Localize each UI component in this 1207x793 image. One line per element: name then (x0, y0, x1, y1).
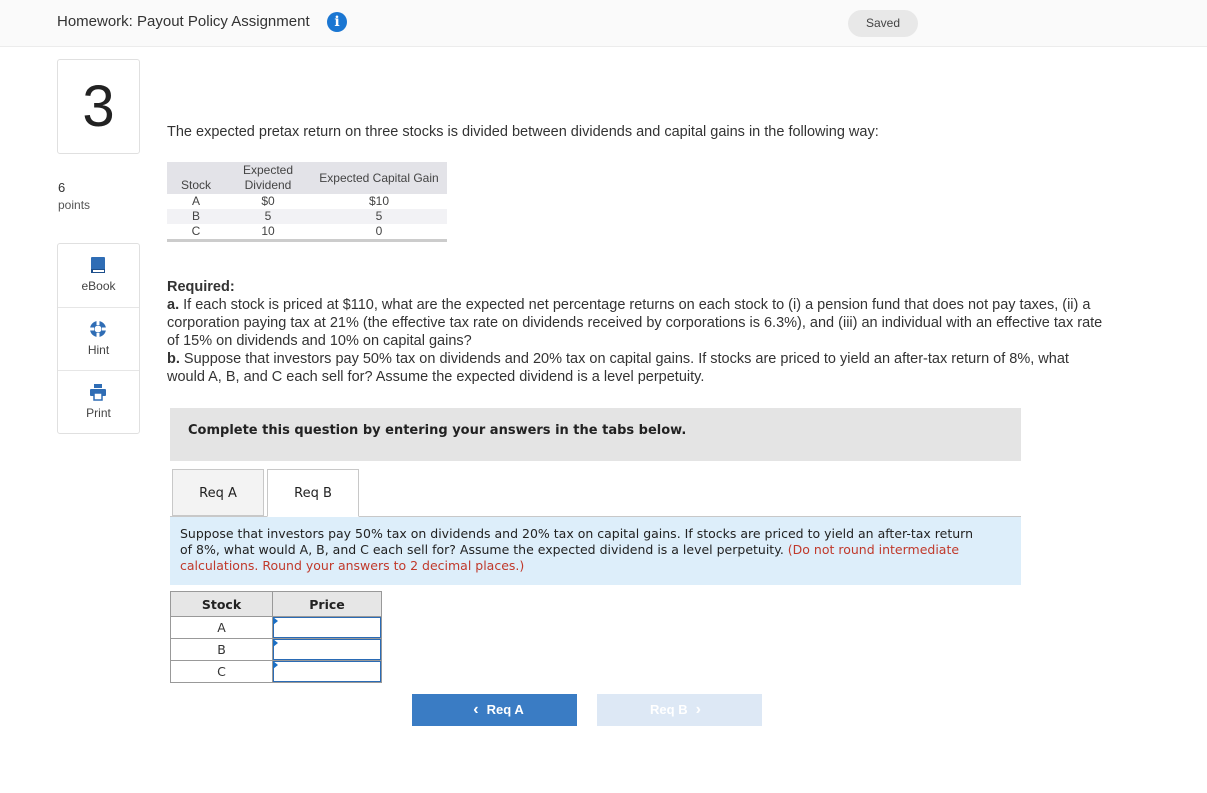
price-cell (273, 639, 382, 661)
cell-capital-gain: $10 (368, 194, 390, 208)
cell-dividend: $0 (261, 194, 275, 208)
col-header-capital-gain: Expected Capital Gain (311, 162, 447, 194)
tools-panel (57, 243, 140, 434)
answer-col-stock: Stock (171, 592, 273, 617)
chevron-left-icon: ‹ (473, 701, 479, 718)
answer-stock-label: C (171, 661, 273, 683)
info-icon[interactable]: i (327, 12, 347, 32)
part-b-label: b. (167, 351, 180, 367)
col-header-stock: Stock (167, 162, 225, 194)
cell-dividend: 10 (261, 224, 275, 238)
price-cell (273, 617, 382, 639)
cell-capital-gain: 5 (311, 209, 447, 224)
table-row (171, 639, 382, 661)
instructions-text: Complete this question by entering your answers in the tabs below. (188, 423, 687, 438)
top-bar (0, 0, 1207, 47)
points-label: points (58, 198, 91, 212)
requirement-prompt (170, 517, 1021, 585)
printer-icon (89, 383, 107, 401)
cell-dividend: 5 (225, 209, 311, 224)
next-req-b-button[interactable] (597, 694, 762, 726)
required-part-a (167, 296, 1107, 350)
hint-label: Hint (87, 343, 110, 357)
cell-capital-gain: 0 (375, 224, 383, 238)
price-input-b[interactable] (273, 639, 381, 660)
print-label: Print (86, 406, 111, 420)
input-marker-icon (273, 661, 278, 669)
input-marker-icon (273, 639, 278, 647)
assignment-title: Homework: Payout Policy Assignment (57, 13, 310, 30)
required-part-b (167, 350, 1107, 386)
price-input-c[interactable] (273, 661, 381, 682)
answer-col-price: Price (273, 592, 382, 617)
part-a-text: If each stock is priced at $110, what are the expected net percentage returns on each stock to (i) a pension fund that does not pay taxes, (ii) a corporation paying tax at 21% (the effective tax rate on dividends received by corporations is 6.3%), and (iii) an individual with an effective tax rate of 15% on dividends and 10% on capital gains? (167, 297, 1103, 349)
ebook-label: eBook (81, 279, 116, 293)
part-b-text: Suppose that investors pay 50% tax on dividends and 20% tax on capital gains. If stocks are priced to yield an after-tax return of 8%, what would A, B, and C each sell for? Assume the expected dividend is a level perpetuity. (167, 351, 1069, 385)
answer-stock-label: B (171, 639, 273, 661)
table-row (167, 224, 447, 241)
prompt-note: (Do not round intermediate calculations. Round your answers to 2 decimal places.) (180, 542, 960, 573)
book-icon (89, 256, 107, 274)
ebook-button[interactable] (58, 244, 139, 306)
prev-button-label: Req A (486, 702, 524, 717)
price-cell (273, 661, 382, 683)
hint-button[interactable] (58, 307, 139, 370)
price-input-a[interactable] (273, 617, 381, 638)
required-section (167, 278, 1107, 386)
prompt-text: Suppose that investors pay 50% tax on dividends and 20% tax on capital gains. If stocks are priced to yield an after-tax return of 8%, what would A, B, and C each sell for? Assume the expected dividend is a level perpetuity. (180, 526, 974, 557)
lifebuoy-icon (89, 320, 107, 338)
prev-req-a-button[interactable] (412, 694, 577, 726)
chevron-right-icon: › (695, 701, 701, 718)
col-header-dividend: Expected Dividend (225, 162, 311, 194)
table-row (171, 617, 382, 639)
cell-stock: B (167, 209, 225, 224)
points-value: 6 (58, 180, 66, 195)
next-button-label: Req B (650, 702, 688, 717)
tab-req-b[interactable]: Req B (267, 469, 359, 517)
saved-status-badge: Saved (848, 10, 918, 37)
instructions-banner (170, 408, 1021, 461)
required-title: Required: (167, 279, 235, 295)
print-button[interactable] (58, 370, 139, 433)
answer-table (170, 591, 382, 683)
table-row (167, 194, 447, 209)
part-a-label: a. (167, 297, 180, 313)
table-row (167, 209, 447, 224)
answer-stock-label: A (171, 617, 273, 639)
stock-returns-table (167, 162, 447, 242)
table-row (171, 661, 382, 683)
cell-stock: A (191, 194, 200, 208)
question-intro: The expected pretax return on three stocks is divided between dividends and capital gains in the following way: (167, 124, 879, 140)
tab-req-a[interactable]: Req A (172, 469, 264, 516)
question-number: 3 (57, 59, 140, 154)
input-marker-icon (273, 617, 278, 625)
cell-stock: C (191, 224, 201, 238)
